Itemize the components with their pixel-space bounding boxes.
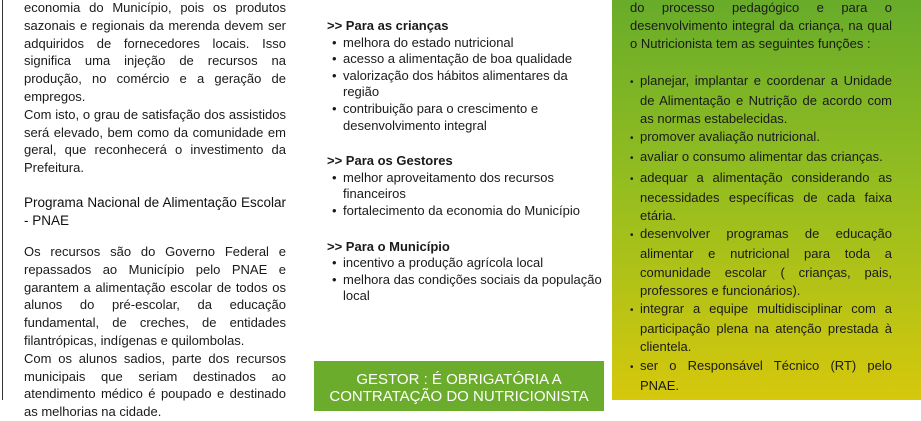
banner-line: GESTOR : É OBRIGATÓRIA A xyxy=(356,371,562,388)
intro-text: do processo pedagógico e para o desenvolvimento integral da criança, na qual o Nutricionista tem as seguintes funções : xyxy=(630,0,892,52)
paragraph: Os recursos são do Governo Federal e repassados ao Município pelo PNAE e garantem a alimentação escolar de todos os alunos do pré-escolar, da educação fundamental, de creches, de entidades filantrópicas, indígenas e quilombolas. xyxy=(24,243,286,348)
section-heading: Programa Nacional de Alimentação Escolar - PNAE xyxy=(24,194,286,228)
group-title: >> Para os Gestores xyxy=(327,153,453,169)
list-item: • melhora do estado nutricional xyxy=(332,35,602,52)
paragraph: Com isto, o grau de satisfação dos assistidos será elevado, bem como da comunidade em geral, que reconhecerá o investimento da Prefeitura. xyxy=(24,106,286,176)
benefits-column xyxy=(327,18,602,324)
manager-banner xyxy=(314,361,604,411)
list-item: • promover avaliação nutricional. xyxy=(630,128,892,148)
group-title: >> Para o Município xyxy=(327,238,450,254)
list-item: • fortalecimento da economia do Município xyxy=(332,203,602,220)
benefit-group-managers xyxy=(327,153,602,219)
list-item: • integrar a equipe multidisciplinar com a participação plena na atenção prestada à clientela. xyxy=(630,300,892,357)
benefit-group-municipality xyxy=(327,239,602,305)
list-item: • melhor aproveitamento dos recursos financeiros xyxy=(332,170,602,203)
list-item: • desenvolver programas de educação alimentar e nutricional para toda a comunidade escolar ( crianças, pais, professores e funcionários). xyxy=(630,225,892,300)
group-title: >> Para as crianças xyxy=(327,18,449,33)
column-border xyxy=(2,0,3,400)
list-item: • valorização dos hábitos alimentares da região xyxy=(332,68,602,101)
list-item: • planejar, implantar e coordenar a Unidade de Alimentação e Nutrição de acordo com as normas estabelecidas. xyxy=(630,72,892,129)
list-item: • contribuição para o crescimento e desenvolvimento integral xyxy=(332,101,602,134)
list-item: • adequar a alimentação considerando as necessidades específicas de cada faixa etária. xyxy=(630,169,892,226)
list-item: • ser o Responsável Técnico (RT) pelo PNAE. xyxy=(630,357,892,395)
paragraph: economia do Município, pois os produtos sazonais e regionais da merenda devem ser adquiridos de fornecedores locais. Isso significa uma injeção de recursos na produção, no comércio e a geração de empregos. xyxy=(24,0,286,104)
list-item: • avaliar o consumo alimentar das crianças. xyxy=(630,148,892,168)
left-column xyxy=(24,0,286,421)
banner-line: CONTRATAÇÃO DO NUTRICIONISTA xyxy=(329,388,589,405)
list-item: • melhora das condições sociais da população local xyxy=(332,272,602,305)
list-item: • incentivo a produção agrícola local xyxy=(332,255,602,272)
benefit-group-children xyxy=(327,18,602,134)
nutritionist-column xyxy=(630,0,892,395)
list-item: • acesso a alimentação de boa qualidade xyxy=(332,51,602,68)
paragraph: Com os alunos sadios, parte dos recursos municipais que seriam destinados ao atendimento médico é poupado e destinado as melhorias na cidade. xyxy=(24,350,286,420)
